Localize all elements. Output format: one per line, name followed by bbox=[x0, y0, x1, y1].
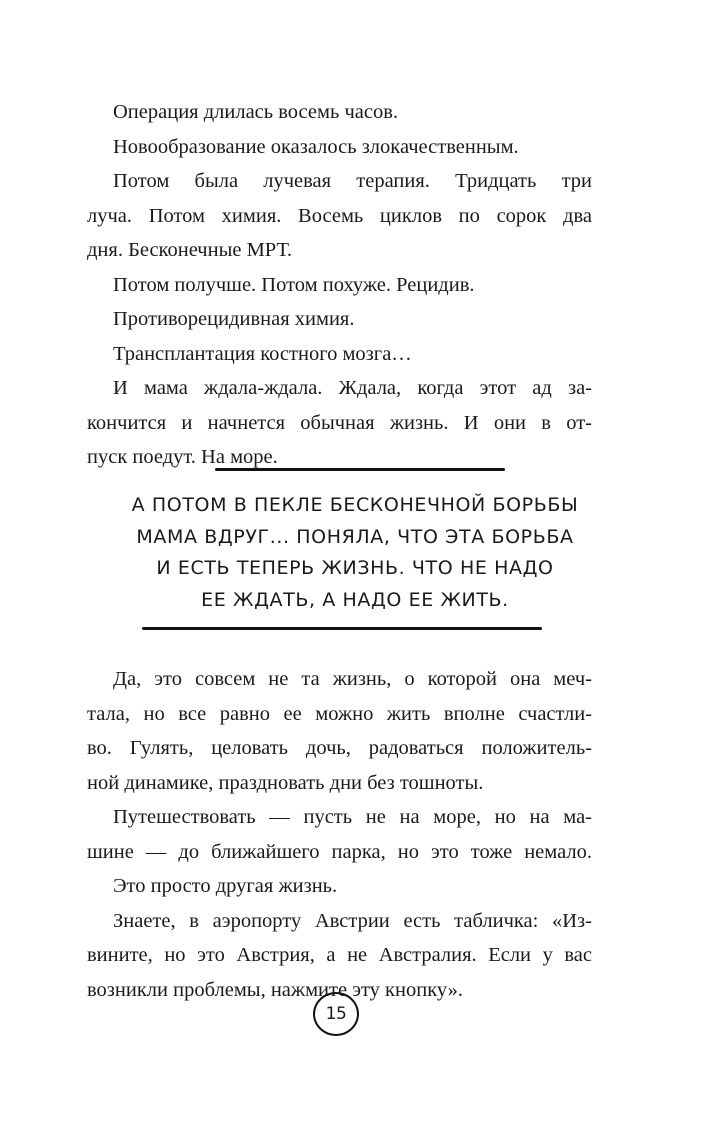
text-line: Потом была лучевая терапия. Тридцать три bbox=[113, 170, 592, 192]
text-line: луча. Потом химия. Восемь циклов по сорок два bbox=[87, 204, 592, 227]
text-line: во. Гулять, целовать дочь, радоваться положитель- bbox=[87, 737, 592, 759]
text-line: ной динамике, праздновать дни без тошноты. bbox=[87, 771, 484, 794]
pull-quote bbox=[120, 490, 590, 616]
text-line: шине — до ближайшего парка, но это тоже немало. bbox=[87, 840, 592, 863]
text-line: пуск поедут. На море. bbox=[87, 446, 278, 468]
text-line: Это просто другая жизнь. bbox=[113, 875, 338, 897]
paragraph-operation bbox=[87, 95, 592, 475]
quote-line: МАМА ВДРУГ... ПОНЯЛА, ЧТО ЭТА БОРЬБА bbox=[136, 525, 574, 548]
text-line: И мама ждала-ждала. Ждала, когда этот ад за- bbox=[113, 377, 592, 399]
text-line: Потом получше. Потом похуже. Рецидив. bbox=[113, 273, 475, 296]
page-number: 15 bbox=[313, 992, 359, 1036]
text-line: Путешествовать — пусть не на море, но на ма- bbox=[113, 806, 592, 828]
text-line: Трансплантация костного мозга… bbox=[113, 342, 412, 365]
quote-line: ЕЕ ЖДАТЬ, А НАДО ЕЕ ЖИТЬ. bbox=[201, 588, 509, 611]
text-line: Знаете, в аэропорту Австрии есть табличка: «Из- bbox=[113, 909, 592, 932]
paragraph-life bbox=[87, 662, 592, 1007]
text-line: возникли проблемы, нажмите эту кнопку». bbox=[87, 978, 464, 1001]
text-line: Новообразование оказалось злокачественным. bbox=[113, 135, 519, 158]
text-line: дня. Бесконечные МРТ. bbox=[87, 239, 293, 261]
text-line: Противорецидивная химия. bbox=[113, 308, 355, 330]
quote-line: А ПОТОМ В ПЕКЛЕ БЕСКОНЕЧНОЙ БОРЬБЫ bbox=[131, 494, 579, 516]
text-line: тала, но все равно ее можно жить вполне счастли- bbox=[87, 702, 592, 725]
text-line: кончится и начнется обычная жизнь. И они в от- bbox=[87, 411, 592, 434]
quote-line: И ЕСТЬ ТЕПЕРЬ ЖИЗНЬ. ЧТО НЕ НАДО bbox=[156, 557, 554, 579]
text-line: Да, это совсем не та жизнь, о которой она меч- bbox=[113, 668, 592, 690]
text-line: вините, но это Австрия, а не Австралия. Если у вас bbox=[87, 944, 592, 966]
divider-bottom bbox=[142, 627, 542, 630]
divider-top bbox=[215, 468, 505, 471]
text-line: Операция длилась восемь часов. bbox=[113, 101, 399, 123]
